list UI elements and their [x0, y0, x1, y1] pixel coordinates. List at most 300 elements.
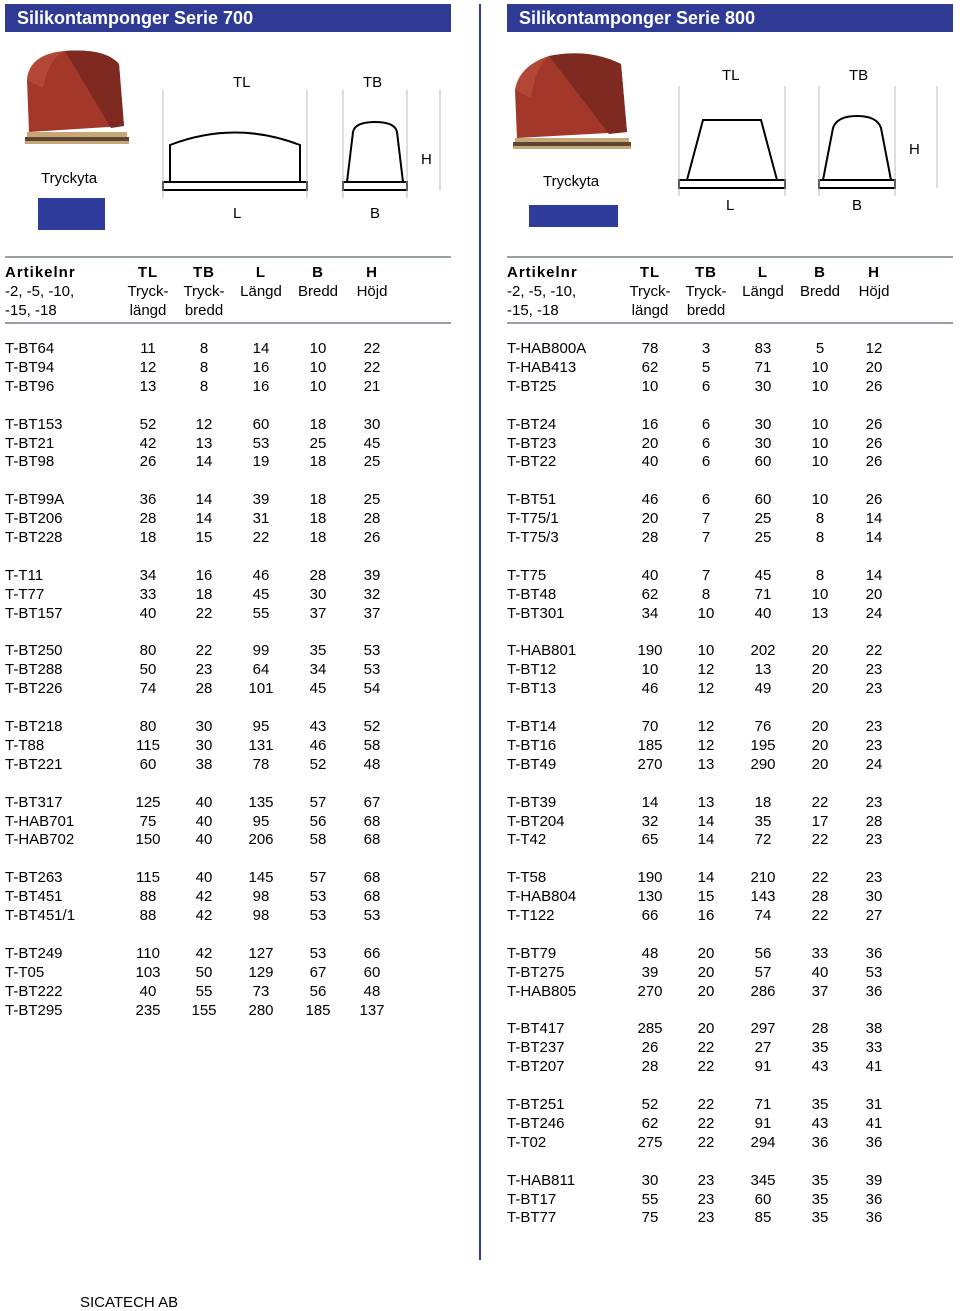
- l-value: 202: [750, 642, 776, 660]
- b-value: 43: [811, 1114, 829, 1132]
- header-artikelnr: Artikelnr -2, -5, -10, -15, -18: [5, 264, 76, 319]
- article-number: T-T122: [507, 907, 555, 924]
- tb-value: 6: [701, 434, 711, 452]
- tb-value: 40: [195, 831, 213, 849]
- article-number: T-BT98: [5, 453, 55, 471]
- l-value: 129: [248, 963, 274, 981]
- h-value: 12: [865, 340, 883, 357]
- serie-800-title: Silikontamponger Serie 800: [507, 4, 953, 32]
- article-number: T-HAB805: [507, 982, 577, 1000]
- l-value: 99: [252, 642, 270, 660]
- tl-value: 26: [641, 1039, 659, 1057]
- tl-value: 42: [139, 434, 157, 452]
- tb-value: 55: [195, 982, 213, 1000]
- tl-value: 270: [637, 755, 663, 773]
- tl-value: 40: [139, 604, 157, 622]
- l-value: 60: [754, 453, 772, 471]
- b-value: 10: [309, 358, 327, 376]
- b-value: 22: [811, 793, 829, 811]
- tb-value: 40: [195, 812, 213, 830]
- tb-value: 10: [697, 604, 715, 622]
- h-value: 67: [363, 793, 381, 811]
- tb-value: 15: [195, 529, 213, 546]
- table-row: [507, 982, 953, 1001]
- article-number: T-BT157: [5, 604, 63, 622]
- tl-value: 20: [641, 434, 659, 452]
- table-row: [507, 434, 953, 453]
- article-number: T-BT451: [5, 888, 63, 906]
- b-value: 5: [815, 340, 825, 357]
- article-number: T-BT249: [5, 944, 63, 962]
- article-number: T-HAB800A: [507, 340, 587, 357]
- b-value: 18: [309, 510, 327, 528]
- table-row: [507, 509, 953, 528]
- article-number: T-BT94: [5, 358, 55, 376]
- l-value: 143: [750, 888, 776, 906]
- h-value: 25: [363, 453, 381, 471]
- l-value: 49: [754, 680, 772, 698]
- l-value: 206: [248, 831, 274, 849]
- b-value: 35: [811, 1096, 829, 1113]
- article-number: T-BT206: [5, 510, 63, 528]
- tb-value: 23: [697, 1171, 715, 1189]
- l-value: 22: [252, 529, 270, 546]
- tb-value: 40: [195, 793, 213, 811]
- article-number: T-BT49: [507, 755, 557, 773]
- l-value: 280: [248, 1001, 274, 1019]
- article-number: T-T75: [507, 566, 547, 584]
- article-number: T-BT64: [5, 340, 55, 357]
- tb-value: 20: [697, 982, 715, 1000]
- h-value: 53: [363, 661, 381, 679]
- table-row: [507, 339, 953, 358]
- table-row: [5, 509, 451, 528]
- l-value: 30: [754, 415, 772, 433]
- l-value: 53: [252, 434, 270, 452]
- tb-value: 5: [701, 358, 711, 376]
- table-row: [5, 641, 451, 660]
- tb-value: 30: [195, 736, 213, 754]
- tb-value: 8: [199, 340, 209, 357]
- header-artikelnr: Artikelnr -2, -5, -10, -15, -18: [507, 264, 578, 319]
- b-value: 10: [811, 415, 829, 433]
- tl-value: 190: [637, 642, 663, 660]
- l-value: 60: [252, 415, 270, 433]
- tl-value: 55: [641, 1190, 659, 1208]
- b-value: 53: [309, 944, 327, 962]
- table-row: [507, 641, 953, 660]
- table-row: [507, 585, 953, 604]
- h-value: 26: [865, 453, 883, 471]
- article-number: T-BT207: [507, 1058, 565, 1076]
- b-value: 18: [309, 529, 327, 546]
- article-number: T-BT221: [5, 755, 63, 773]
- article-number: T-BT77: [507, 1209, 557, 1227]
- header-h: H Höjd: [858, 264, 890, 300]
- h-value: 68: [363, 812, 381, 830]
- h-value: 23: [865, 831, 883, 849]
- serie-700-panel: [5, 0, 454, 1311]
- tl-value: 50: [139, 661, 157, 679]
- b-value: 20: [811, 642, 829, 660]
- b-value: 35: [811, 1209, 829, 1227]
- h-value: 26: [865, 415, 883, 433]
- table-row: [507, 604, 953, 623]
- b-value: 53: [309, 907, 327, 924]
- l-value: 73: [252, 982, 270, 1000]
- l-value: 95: [252, 718, 270, 735]
- b-value: 35: [811, 1171, 829, 1189]
- tb-value: 22: [697, 1039, 715, 1057]
- b-value: 46: [309, 736, 327, 754]
- tl-value: 88: [139, 907, 157, 924]
- header-l: L Längd: [742, 264, 784, 300]
- b-value: 52: [309, 755, 327, 773]
- table-row: [5, 490, 451, 509]
- h-value: 58: [363, 736, 381, 754]
- b-value: 40: [811, 963, 829, 981]
- tl-value: 110: [136, 944, 160, 962]
- table-row: [507, 793, 953, 812]
- l-value: 60: [754, 491, 772, 509]
- article-number: T-BT295: [5, 1001, 63, 1019]
- b-value: 57: [309, 793, 327, 811]
- tl-value: 80: [139, 718, 157, 735]
- l-value: 290: [750, 755, 776, 773]
- h-value: 30: [865, 888, 883, 906]
- tl-value: 46: [641, 680, 659, 698]
- h-value: 14: [865, 510, 883, 528]
- l-value: 135: [248, 793, 274, 811]
- table-row: [5, 736, 451, 755]
- b-value: 28: [811, 888, 829, 906]
- tb-value: 13: [195, 434, 213, 452]
- h-value: 31: [865, 1096, 883, 1113]
- h-value: 26: [363, 529, 381, 546]
- table-row: [5, 944, 451, 963]
- article-number: T-BT21: [5, 434, 55, 452]
- h-value: 22: [865, 642, 883, 660]
- h-value: 24: [865, 755, 883, 773]
- article-number: T-T05: [5, 963, 45, 981]
- tb-value: 22: [697, 1133, 715, 1151]
- article-number: T-BT153: [5, 415, 63, 433]
- h-value: 20: [865, 585, 883, 603]
- table-row: [507, 736, 953, 755]
- b-value: 56: [309, 812, 327, 830]
- table-row: [507, 1114, 953, 1133]
- tb-value: 3: [701, 340, 711, 357]
- tl-value: 75: [139, 812, 157, 830]
- h-value: 28: [865, 812, 883, 830]
- l-value: 40: [754, 604, 772, 622]
- table-row: [507, 812, 953, 831]
- article-number: T-T75/3: [507, 529, 559, 546]
- l-value: 101: [248, 680, 274, 698]
- tb-value: 22: [697, 1096, 715, 1113]
- h-value: 66: [363, 944, 381, 962]
- table-row: [507, 452, 953, 471]
- h-value: 28: [363, 510, 381, 528]
- tb-label: TB: [363, 74, 383, 91]
- article-number: T-T77: [5, 585, 45, 603]
- tb-value: 15: [697, 888, 715, 906]
- tb-value: 7: [701, 510, 711, 528]
- article-number: T-BT39: [507, 793, 557, 811]
- l-value: 74: [754, 907, 772, 924]
- tl-value: 40: [641, 453, 659, 471]
- header-l: L Längd: [240, 264, 282, 300]
- tl-value: 62: [641, 358, 659, 376]
- table-row: [507, 679, 953, 698]
- tl-value: 52: [139, 415, 157, 433]
- b-value: 22: [811, 831, 829, 849]
- b-value: 30: [309, 585, 327, 603]
- b-value: 185: [305, 1001, 331, 1019]
- article-number: T-BT288: [5, 661, 63, 679]
- b-value: 10: [309, 340, 327, 357]
- tl-value: 52: [641, 1096, 659, 1113]
- table-row: [507, 717, 953, 736]
- h-value: 21: [363, 377, 381, 395]
- h-value: 39: [363, 566, 381, 584]
- l-value: 55: [252, 604, 270, 622]
- h-label: H: [909, 141, 920, 158]
- h-value: 39: [865, 1171, 883, 1189]
- article-number: T-BT96: [5, 377, 55, 395]
- tb-value: 8: [199, 377, 209, 395]
- tl-value: 46: [641, 491, 659, 509]
- table-row: [507, 566, 953, 585]
- b-value: 10: [309, 377, 327, 395]
- table-row: [5, 452, 451, 471]
- h-value: 14: [865, 529, 883, 546]
- tb-value: 42: [195, 944, 213, 962]
- tl-value: 78: [641, 340, 659, 357]
- article-number: T-BT275: [507, 963, 565, 981]
- header-b: B Bredd: [297, 264, 339, 300]
- stamp-photo-800: [509, 50, 637, 152]
- h-value: 36: [865, 1133, 883, 1151]
- h-label: H: [421, 151, 432, 168]
- tl-value: 30: [641, 1171, 659, 1189]
- table-row: [5, 528, 451, 547]
- l-value: 18: [754, 793, 772, 811]
- tl-value: 190: [637, 869, 663, 887]
- article-number: T-BT14: [507, 718, 557, 735]
- tb-value: 6: [701, 377, 711, 395]
- tl-value: 62: [641, 585, 659, 603]
- h-value: 53: [363, 642, 381, 660]
- tl-label: TL: [233, 74, 251, 91]
- article-number: T-BT301: [507, 604, 565, 622]
- tb-value: 12: [697, 718, 715, 735]
- tb-value: 20: [697, 1020, 715, 1038]
- tb-value: 14: [195, 510, 213, 528]
- tb-value: 22: [697, 1114, 715, 1132]
- article-number: T-BT222: [5, 982, 63, 1000]
- tl-value: 115: [136, 869, 160, 887]
- h-value: 60: [363, 963, 381, 981]
- company-footer: SICATECH AB: [80, 1294, 179, 1311]
- h-value: 36: [865, 1209, 883, 1227]
- tb-value: 13: [697, 793, 715, 811]
- h-value: 23: [865, 736, 883, 754]
- b-value: 8: [815, 510, 825, 528]
- article-number: T-BT417: [507, 1020, 565, 1038]
- article-number: T-BT250: [5, 642, 63, 660]
- h-value: 41: [865, 1114, 883, 1132]
- b-value: 10: [811, 434, 829, 452]
- h-value: 22: [363, 340, 381, 357]
- b-value: 35: [309, 642, 327, 660]
- h-value: 41: [865, 1058, 883, 1076]
- l-value: 25: [754, 510, 772, 528]
- h-value: 26: [865, 377, 883, 395]
- tl-value: 11: [140, 340, 156, 357]
- table-row: [507, 358, 953, 377]
- article-number: T-BT204: [507, 812, 565, 830]
- article-number: T-HAB801: [507, 642, 577, 660]
- tb-value: 14: [195, 491, 213, 509]
- l-value: 60: [754, 1190, 772, 1208]
- tl-value: 36: [139, 491, 157, 509]
- tb-value: 23: [697, 1209, 715, 1227]
- table-header-800: [507, 256, 953, 324]
- tb-value: 12: [697, 661, 715, 679]
- l-value: 297: [750, 1020, 776, 1038]
- tb-value: 7: [701, 529, 711, 546]
- b-value: 18: [309, 415, 327, 433]
- b-value: 20: [811, 755, 829, 773]
- table-row: [507, 1038, 953, 1057]
- h-value: 137: [359, 1001, 385, 1019]
- l-value: 78: [252, 755, 270, 773]
- tb-value: 10: [697, 642, 715, 660]
- article-number: T-BT24: [507, 415, 557, 433]
- tl-value: 18: [139, 529, 157, 546]
- l-value: 71: [754, 358, 772, 376]
- h-value: 53: [865, 963, 883, 981]
- tb-value: 50: [195, 963, 213, 981]
- tb-value: 40: [195, 869, 213, 887]
- h-value: 68: [363, 831, 381, 849]
- header-tl: TL Tryck- längd: [127, 264, 169, 319]
- h-value: 30: [363, 415, 381, 433]
- b-value: 10: [811, 358, 829, 376]
- b-value: 53: [309, 888, 327, 906]
- table-row: [5, 982, 451, 1001]
- article-number: T-BT237: [507, 1039, 565, 1057]
- h-value: 26: [865, 434, 883, 452]
- table-row: [507, 830, 953, 849]
- l-value: 195: [750, 736, 776, 754]
- table-row: [5, 906, 451, 925]
- tl-value: 150: [135, 831, 161, 849]
- h-value: 14: [865, 566, 883, 584]
- article-number: T-BT99A: [5, 491, 65, 509]
- article-number: T-T42: [507, 831, 547, 849]
- l-value: 16: [252, 377, 270, 395]
- b-value: 22: [811, 869, 829, 887]
- tb-value: 28: [195, 680, 213, 698]
- b-value: 36: [811, 1133, 829, 1151]
- article-number: T-BT48: [507, 585, 557, 603]
- table-row: [5, 660, 451, 679]
- article-number: T-BT228: [5, 529, 63, 546]
- l-value: 127: [248, 944, 274, 962]
- tl-value: 34: [641, 604, 659, 622]
- h-value: 48: [363, 755, 381, 773]
- tl-value: 32: [641, 812, 659, 830]
- h-value: 22: [363, 358, 381, 376]
- h-value: 36: [865, 944, 883, 962]
- l-value: 25: [754, 529, 772, 546]
- article-number: T-BT23: [507, 434, 557, 452]
- article-number: T-BT16: [507, 736, 557, 754]
- l-value: 45: [754, 566, 772, 584]
- l-value: 76: [754, 718, 772, 735]
- article-number: T-HAB702: [5, 831, 75, 849]
- h-value: 23: [865, 718, 883, 735]
- l-value: 145: [248, 869, 274, 887]
- l-value: 30: [754, 434, 772, 452]
- h-value: 25: [363, 491, 381, 509]
- tl-value: 40: [139, 982, 157, 1000]
- tl-value: 34: [139, 566, 157, 584]
- header-b: B Bredd: [799, 264, 841, 300]
- l-value: 56: [754, 944, 772, 962]
- l-value: 19: [252, 453, 270, 471]
- b-value: 10: [811, 377, 829, 395]
- tryckyta-swatch-700: [38, 198, 105, 230]
- table-row: [507, 415, 953, 434]
- tb-value: 8: [199, 358, 209, 376]
- tl-value: 48: [641, 944, 659, 962]
- table-row: [507, 944, 953, 963]
- table-row: [507, 868, 953, 887]
- table-row: [507, 1133, 953, 1152]
- tb-value: 6: [701, 491, 711, 509]
- tl-value: 62: [641, 1114, 659, 1132]
- article-number: T-BT12: [507, 661, 557, 679]
- b-value: 22: [811, 907, 829, 924]
- b-value: 17: [811, 812, 829, 830]
- table-row: [5, 604, 451, 623]
- article-number: T-BT51: [507, 491, 557, 509]
- b-value: 35: [811, 1190, 829, 1208]
- article-number: T-BT451/1: [5, 907, 76, 924]
- b-value: 13: [811, 604, 829, 622]
- tb-value: 22: [195, 604, 213, 622]
- l-label: L: [233, 205, 242, 222]
- article-number: T-BT246: [507, 1114, 565, 1132]
- table-row: [5, 793, 451, 812]
- h-value: 36: [865, 1190, 883, 1208]
- tb-value: 42: [195, 888, 213, 906]
- tl-value: 80: [139, 642, 157, 660]
- l-value: 95: [252, 812, 270, 830]
- b-value: 20: [811, 736, 829, 754]
- header-tl: TL Tryck- längd: [629, 264, 671, 319]
- table-row: [5, 566, 451, 585]
- tb-value: 6: [701, 453, 711, 471]
- tb-value: 14: [195, 453, 213, 471]
- tl-value: 285: [637, 1020, 663, 1038]
- h-value: 23: [865, 869, 883, 887]
- b-value: 10: [811, 585, 829, 603]
- b-value: 10: [811, 491, 829, 509]
